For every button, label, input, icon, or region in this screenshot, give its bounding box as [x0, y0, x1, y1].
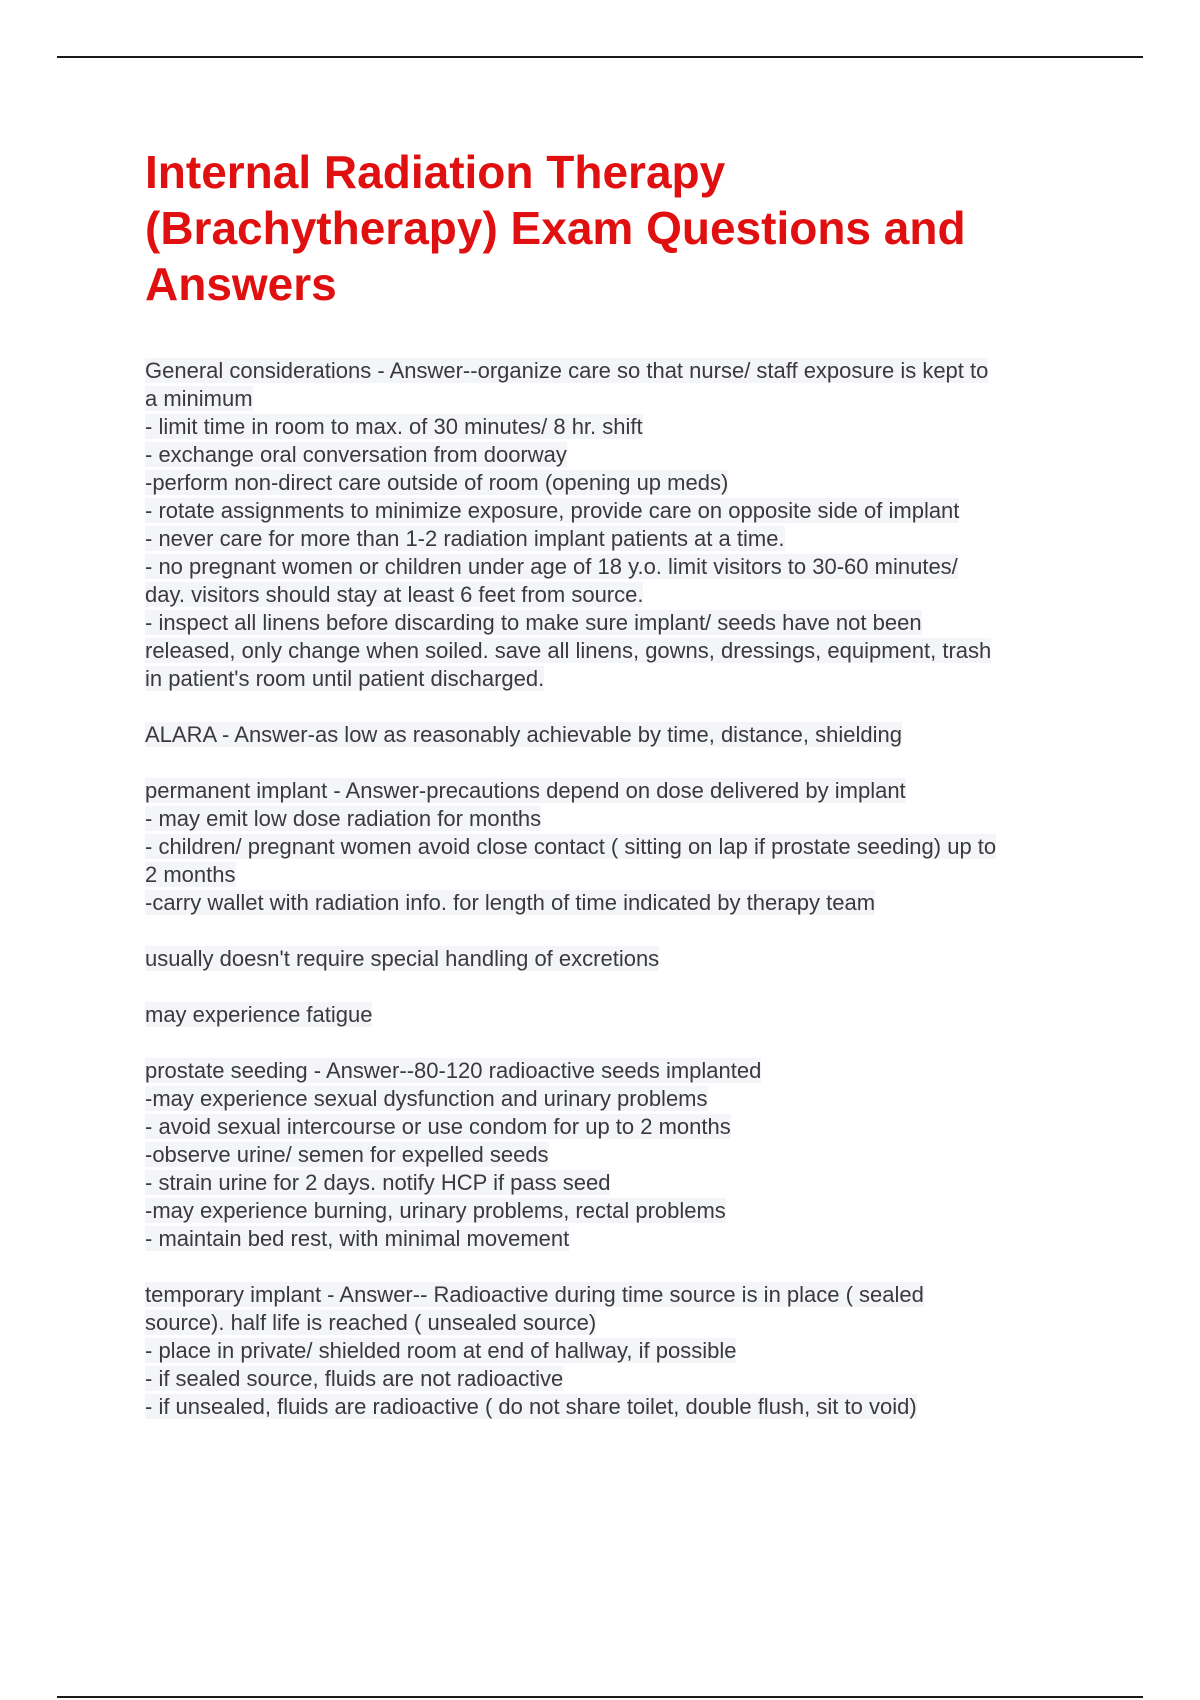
text-line: - may emit low dose radiation for months	[145, 806, 542, 831]
text-line: - place in private/ shielded room at end of hallway, if possible	[145, 1338, 737, 1363]
text-line: may experience fatigue	[145, 1002, 373, 1027]
text-line: permanent implant - Answer-precautions depend on dose delivered by implant	[145, 778, 906, 803]
qa-alara	[145, 721, 1085, 749]
note-fatigue	[145, 1001, 1085, 1029]
text-line: - exchange oral conversation from doorway	[145, 442, 567, 467]
text-line: usually doesn't require special handling of excretions	[145, 946, 660, 971]
text-line: - no pregnant women or children under age of 18 y.o. limit visitors to 30-60 minutes/	[145, 554, 958, 579]
text-line: - inspect all linens before discarding to make sure implant/ seeds have not been	[145, 610, 922, 635]
document-title	[145, 144, 1085, 312]
text-line: -may experience sexual dysfunction and urinary problems	[145, 1086, 708, 1111]
text-line: in patient's room until patient discharged.	[145, 666, 545, 691]
note-excretions	[145, 945, 1085, 973]
text-line: - strain urine for 2 days. notify HCP if pass seed	[145, 1170, 611, 1195]
text-line: General considerations - Answer--organize care so that nurse/ staff exposure is kept to	[145, 358, 989, 383]
qa-permanent-implant	[145, 777, 1085, 917]
text-line: - rotate assignments to minimize exposure, provide care on opposite side of implant	[145, 498, 960, 523]
text-line: prostate seeding - Answer--80-120 radioactive seeds implanted	[145, 1058, 762, 1083]
text-line: -may experience burning, urinary problems, rectal problems	[145, 1198, 726, 1223]
text-line: - children/ pregnant women avoid close contact ( sitting on lap if prostate seeding) up to	[145, 834, 997, 859]
text-line: - if sealed source, fluids are not radioactive	[145, 1366, 564, 1391]
text-line: day. visitors should stay at least 6 feet from source.	[145, 582, 644, 607]
qa-temporary-implant	[145, 1281, 1085, 1421]
document-body	[145, 357, 1085, 1449]
text-line: - if unsealed, fluids are radioactive ( do not share toilet, double flush, sit to void)	[145, 1394, 917, 1419]
qa-prostate-seeding	[145, 1057, 1085, 1253]
text-line: a minimum	[145, 386, 253, 411]
text-line: released, only change when soiled. save all linens, gowns, dressings, equipment, trash	[145, 638, 992, 663]
qa-general-considerations	[145, 357, 1085, 693]
text-line: - maintain bed rest, with minimal movement	[145, 1226, 570, 1251]
text-line: - never care for more than 1-2 radiation implant patients at a time.	[145, 526, 785, 551]
title-line: (Brachytherapy) Exam Questions and	[145, 202, 966, 254]
text-line: -carry wallet with radiation info. for length of time indicated by therapy team	[145, 890, 876, 915]
top-rule	[57, 56, 1143, 58]
text-line: 2 months	[145, 862, 236, 887]
bottom-rule	[57, 1696, 1143, 1698]
title-line: Answers	[145, 258, 337, 310]
text-line: - avoid sexual intercourse or use condom for up to 2 months	[145, 1114, 731, 1139]
text-line: ALARA - Answer-as low as reasonably achievable by time, distance, shielding	[145, 722, 902, 747]
text-line: temporary implant - Answer-- Radioactive during time source is in place ( sealed	[145, 1282, 924, 1307]
text-line: source). half life is reached ( unsealed source)	[145, 1310, 597, 1335]
text-line: - limit time in room to max. of 30 minutes/ 8 hr. shift	[145, 414, 643, 439]
text-line: -perform non-direct care outside of room (opening up meds)	[145, 470, 729, 495]
title-line: Internal Radiation Therapy	[145, 146, 726, 198]
text-line: -observe urine/ semen for expelled seeds	[145, 1142, 549, 1167]
